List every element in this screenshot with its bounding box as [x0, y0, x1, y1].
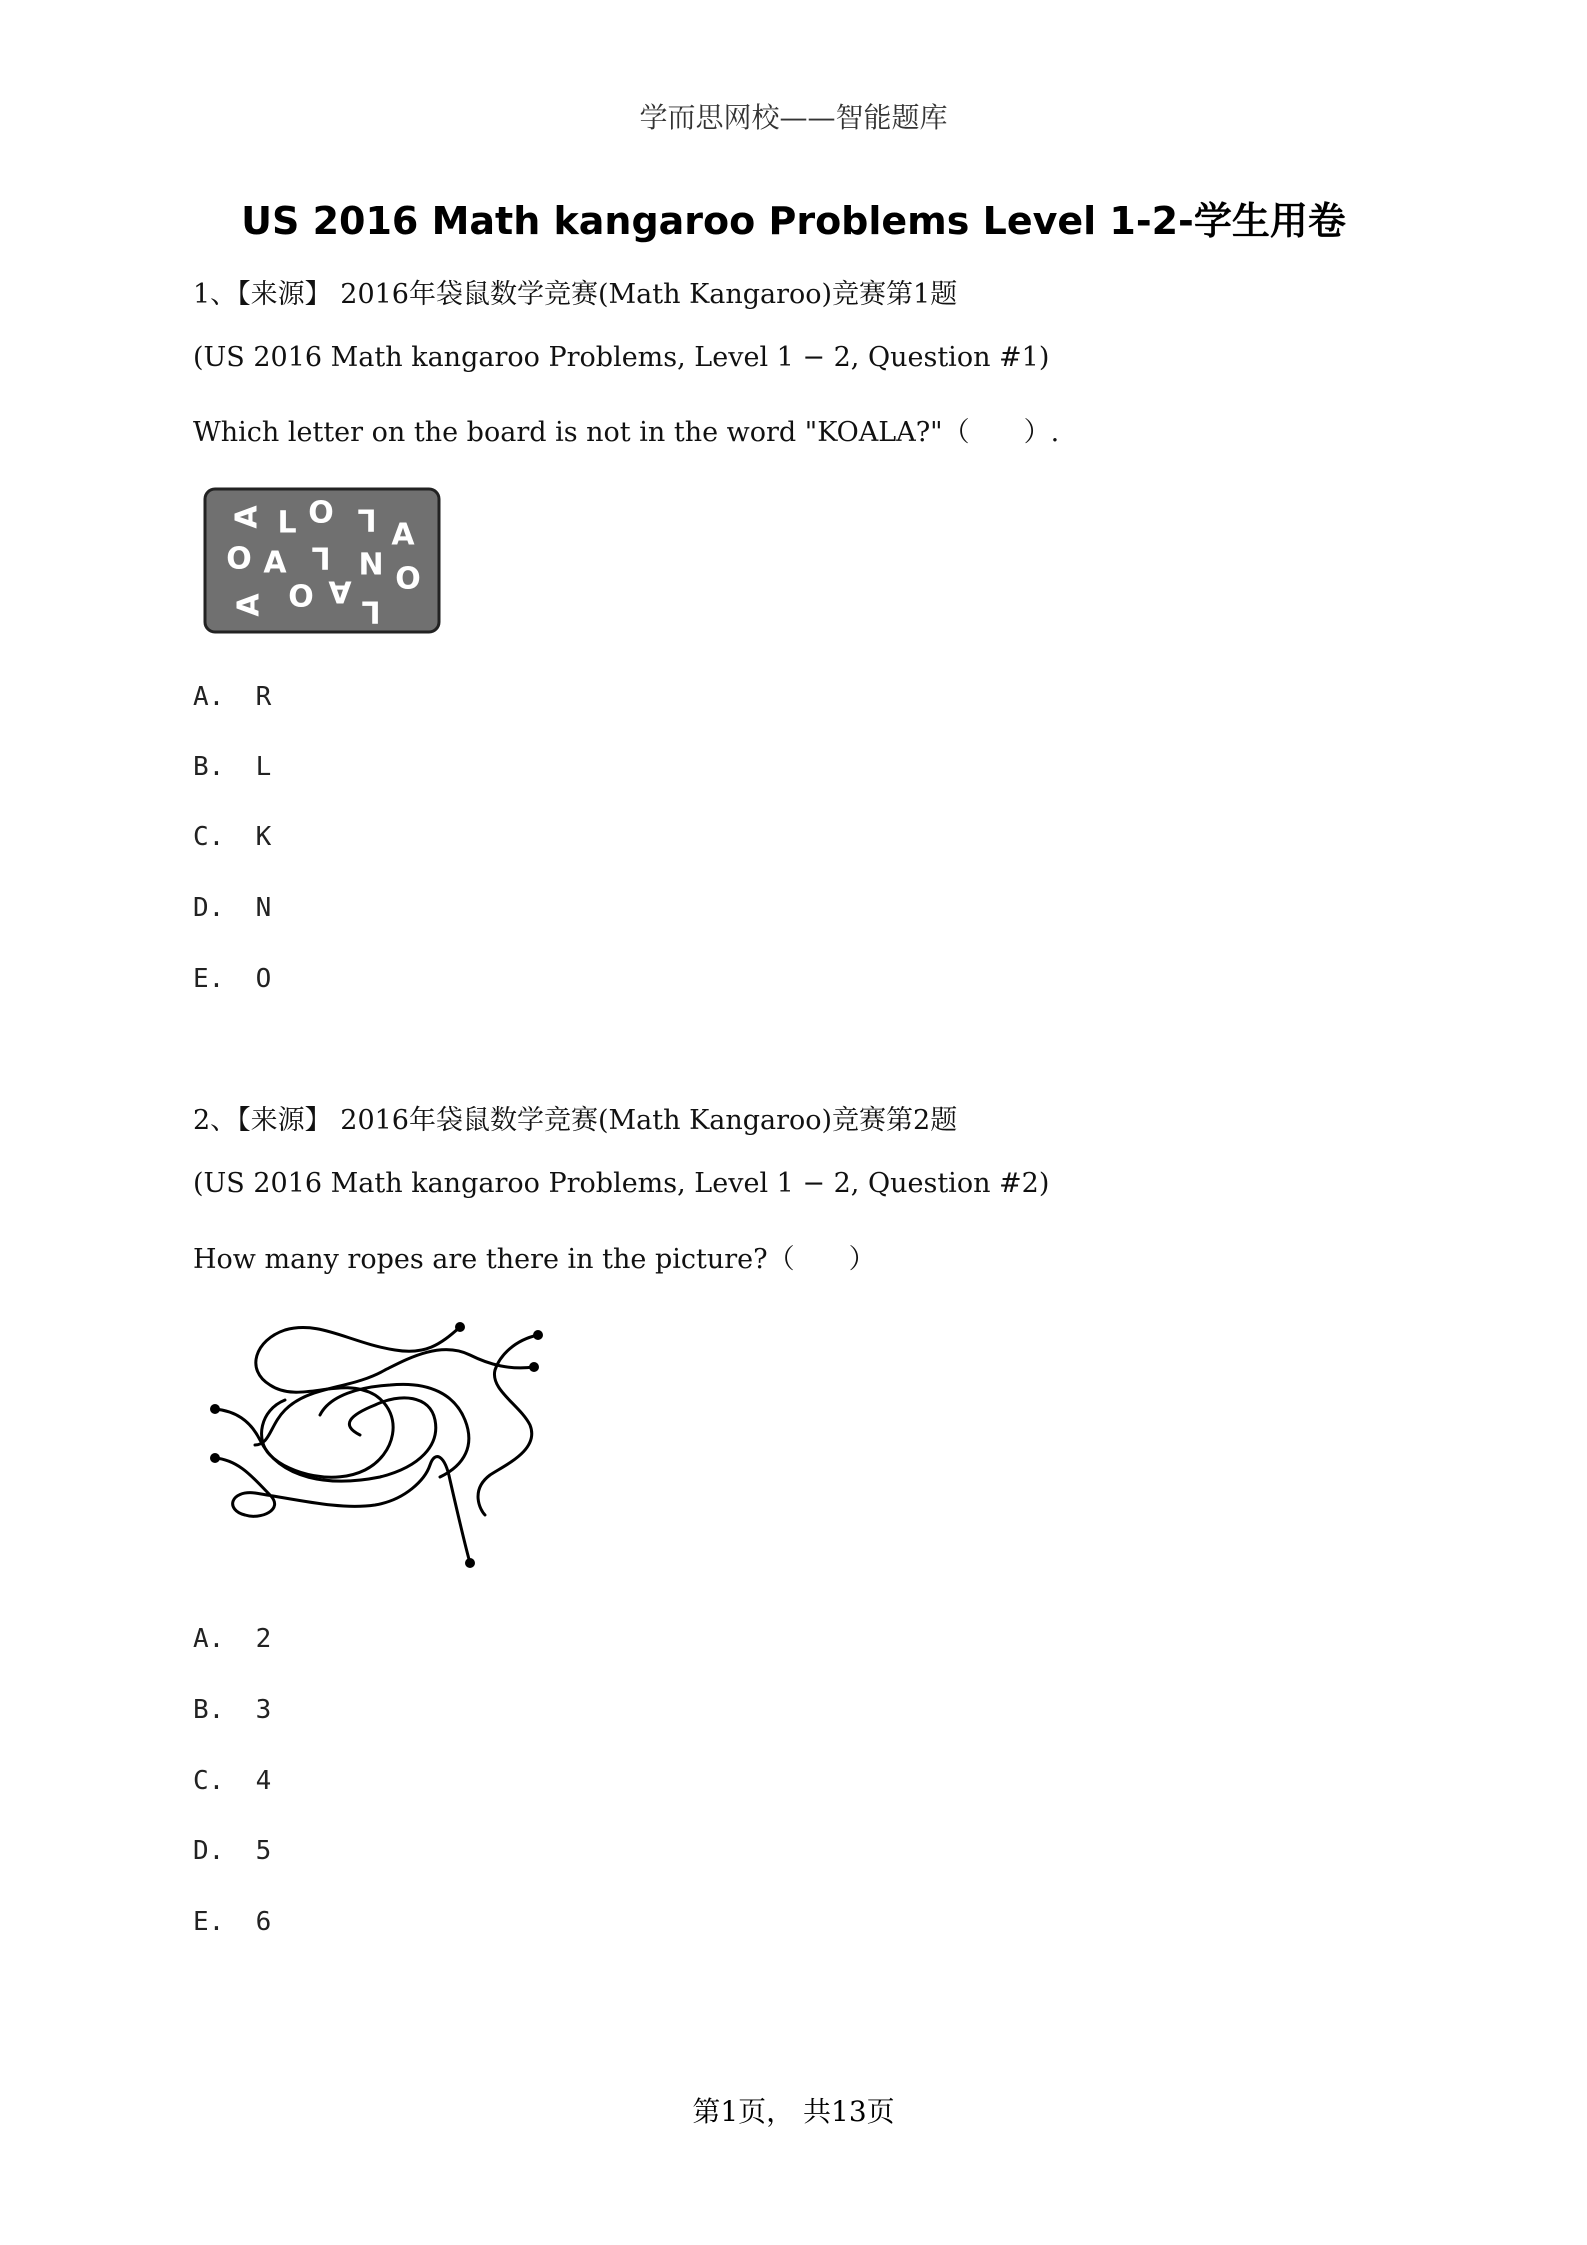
q1-option-b — [193, 752, 271, 782]
board-letter: N — [358, 547, 384, 583]
option-value: 6 — [255, 1907, 272, 1937]
option-label: D. — [193, 893, 225, 923]
option-label: A. — [193, 1624, 225, 1654]
q2-option-c — [193, 1766, 271, 1796]
q2-prompt: How many ropes are there in the picture?（ ） — [193, 1244, 876, 1275]
q2-option-d — [193, 1836, 271, 1866]
ropes-image — [200, 1315, 555, 1580]
option-label: B. — [193, 1695, 225, 1725]
option-label: A. — [193, 682, 225, 712]
option-label: B. — [193, 752, 225, 782]
q2-option-e — [193, 1907, 271, 1937]
q1-prompt: Which letter on the board is not in the word "KOALA?"（ ）. — [193, 417, 1060, 448]
option-value: 4 — [255, 1766, 272, 1796]
board-letter: O — [308, 495, 334, 531]
q1-option-a — [193, 682, 271, 712]
board-letter: A — [391, 517, 415, 553]
option-label: D. — [193, 1836, 225, 1866]
board-letter: O — [288, 579, 314, 615]
option-label: C. — [193, 822, 225, 852]
board-letter: A — [328, 573, 352, 609]
board-letter: L — [277, 505, 297, 541]
option-value: K — [255, 822, 272, 852]
option-label: C. — [193, 1766, 225, 1796]
page-footer: 第1页， 共13页 — [692, 2095, 895, 2128]
q2-option-b — [193, 1695, 271, 1725]
q1-source: 1、【来源】 2016年袋鼠数学竞赛(Math Kangaroo)竞赛第1题 — [193, 279, 958, 310]
document-title: US 2016 Math kangaroo Problems Level 1-2-学生用卷 — [241, 199, 1346, 243]
q2-source: 2、【来源】 2016年袋鼠数学竞赛(Math Kangaroo)竞赛第2题 — [193, 1105, 958, 1136]
q1-option-d — [193, 893, 271, 923]
option-value: O — [255, 964, 272, 994]
option-label: E. — [193, 1907, 225, 1937]
board-letter: A — [229, 505, 265, 529]
letter-board-image — [203, 487, 441, 634]
board-letter: L — [361, 593, 381, 629]
q1-reference: (US 2016 Math kangaroo Problems, Level 1 − 2, Question #1) — [193, 342, 1050, 373]
q1-option-c — [193, 822, 271, 852]
option-value: L — [255, 752, 272, 782]
board-letter: A — [231, 593, 267, 617]
board-letter: L — [311, 539, 331, 575]
q2-reference: (US 2016 Math kangaroo Problems, Level 1 − 2, Question #2) — [193, 1168, 1050, 1199]
q1-option-e — [193, 964, 271, 994]
board-letter: O — [226, 541, 252, 577]
option-value: 5 — [255, 1836, 272, 1866]
board-letter: A — [263, 545, 287, 581]
option-label: E. — [193, 964, 225, 994]
option-value: N — [255, 893, 272, 923]
option-value: 3 — [255, 1695, 272, 1725]
page-header: 学而思网校——智能题库 — [639, 101, 948, 134]
board-letter: L — [357, 501, 377, 537]
board-letter: O — [395, 561, 421, 597]
option-value: R — [255, 682, 272, 712]
q2-option-a — [193, 1624, 271, 1654]
option-value: 2 — [255, 1624, 272, 1654]
